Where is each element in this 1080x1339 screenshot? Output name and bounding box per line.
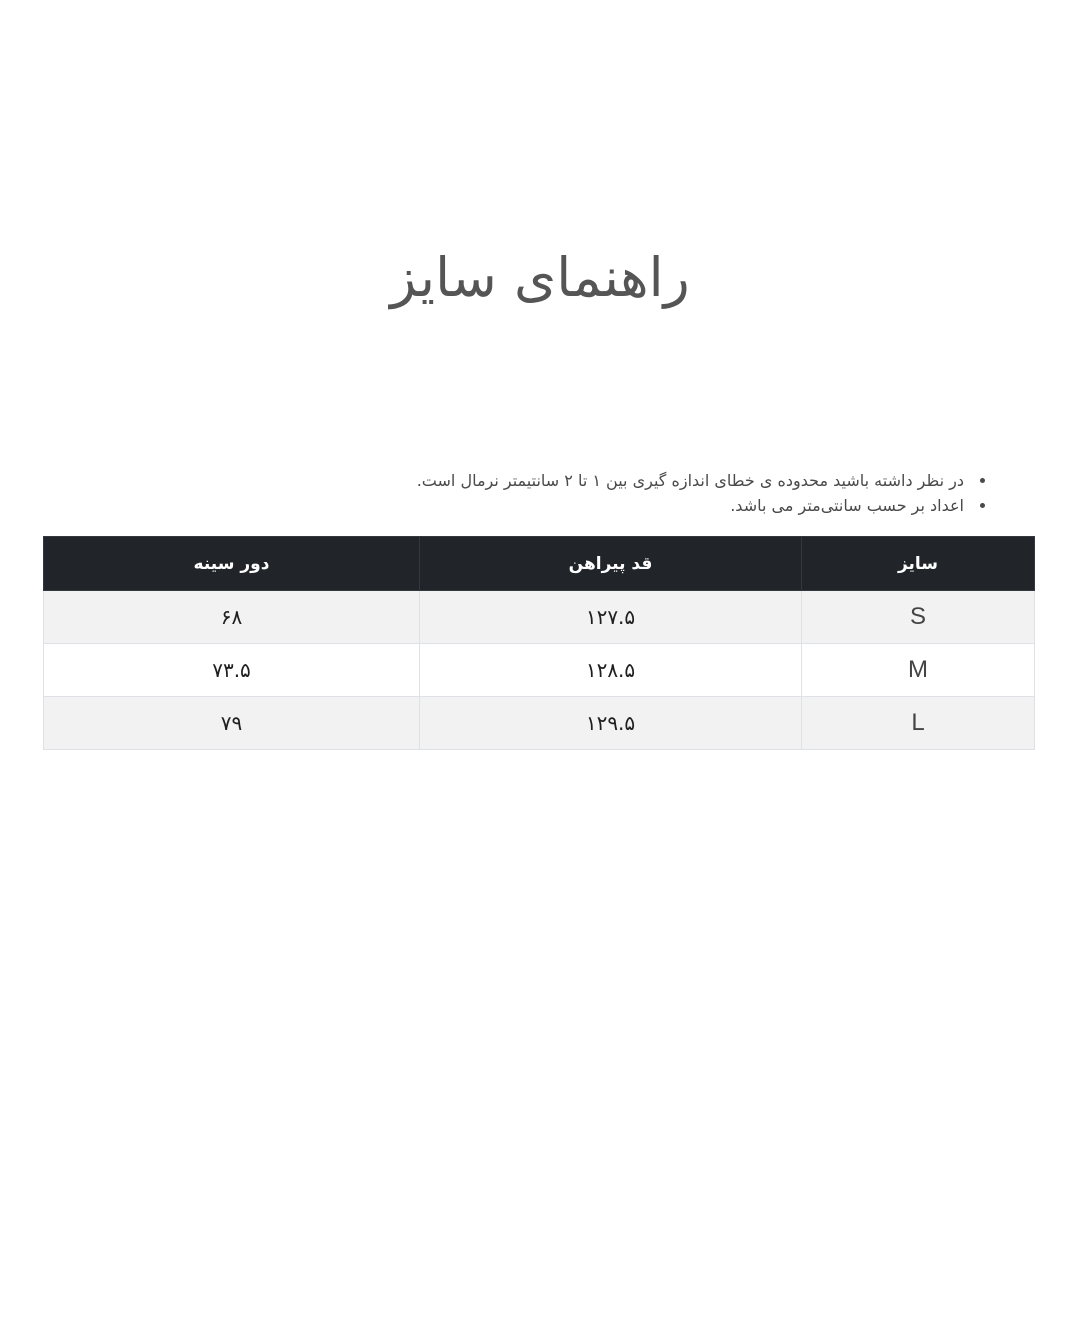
cell-length: ۱۲۸.۵ xyxy=(420,644,802,697)
page-title: راهنمای سایز xyxy=(390,246,690,309)
size-table-header xyxy=(44,537,1035,591)
cell-length: ۱۲۷.۵ xyxy=(420,591,802,644)
cell-length: ۱۲۹.۵ xyxy=(420,697,802,750)
cell-chest: ۷۹ xyxy=(44,697,420,750)
cell-chest: ۶۸ xyxy=(44,591,420,644)
size-table-body xyxy=(44,591,1035,750)
cell-chest: ۷۳.۵ xyxy=(44,644,420,697)
cell-size: L xyxy=(802,697,1035,750)
note-units: • اعداد بر حسب سانتی‌متر می باشد. xyxy=(417,493,968,518)
cell-size: M xyxy=(802,644,1035,697)
table-header-row xyxy=(44,537,1035,591)
notes-list xyxy=(417,468,988,518)
table-row xyxy=(44,644,1035,697)
header-chest: دور سینه xyxy=(44,537,420,591)
cell-size: S xyxy=(802,591,1035,644)
note-measurement-error: • در نظر داشته باشید محدوده ی خطای اندازه گیری بین ۱ تا ۲ سانتیمتر نرمال است. xyxy=(417,468,968,493)
header-length: قد پیراهن xyxy=(420,537,802,591)
table-row xyxy=(44,697,1035,750)
header-size: سایز xyxy=(802,537,1035,591)
table-row xyxy=(44,591,1035,644)
size-table xyxy=(43,536,1035,750)
